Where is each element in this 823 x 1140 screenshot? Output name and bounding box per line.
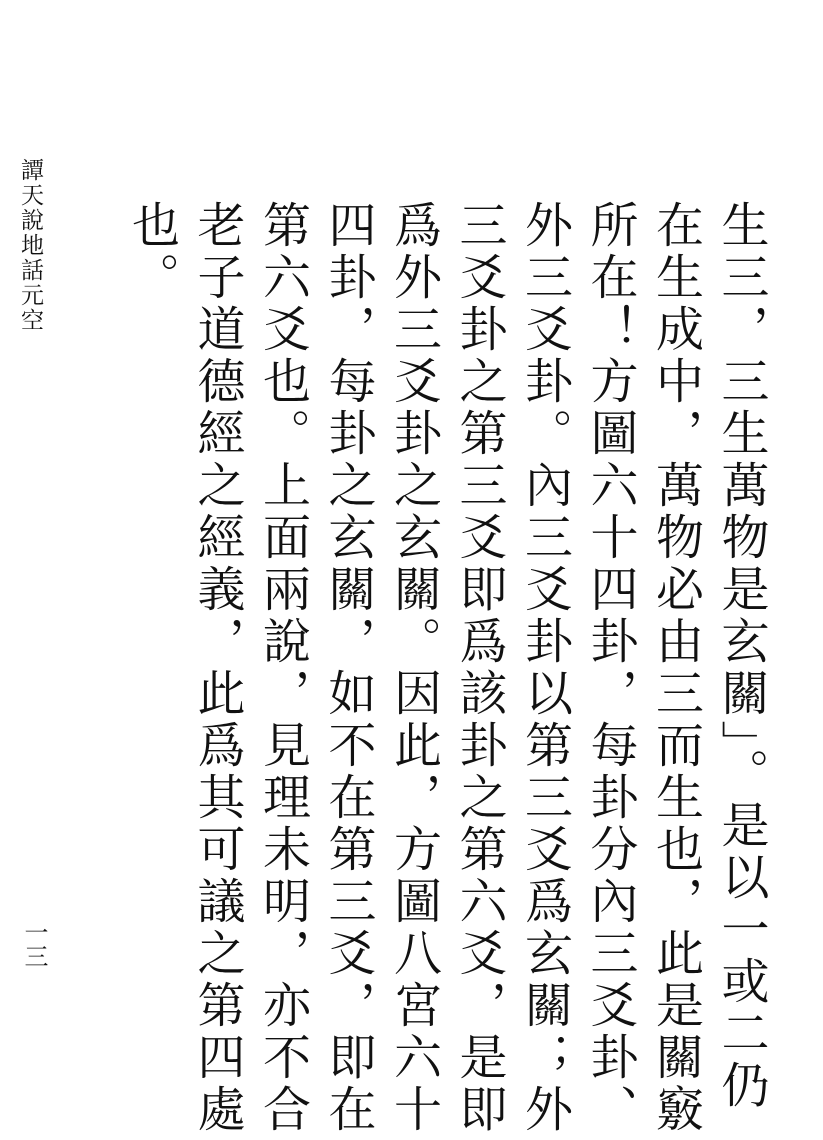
text-column-10: 也。 <box>123 200 180 304</box>
text-column-7: 四卦，每卦之玄關，如不在第三爻，即在 <box>320 200 376 1136</box>
text-column-2: 在生成中，萬物必由三而生也，此是關竅 <box>647 200 704 1136</box>
text-column-3: 所在！方圖六十四卦，每卦分內三爻卦、 <box>582 200 638 1136</box>
body-text <box>118 200 773 1136</box>
text-column-6: 爲外三爻卦之玄關。因此，方圖八宮六十 <box>385 200 442 1136</box>
text-column-4: 外三爻卦。內三爻卦以第三爻爲玄關；外 <box>516 200 573 1136</box>
book-title: 譚天說地話元空 <box>17 158 43 333</box>
page-number: 一三 <box>20 920 48 968</box>
text-column-8: 第六爻也。上面兩說，見理未明，亦不合 <box>254 200 311 1136</box>
text-column-1: 生三，三生萬物是玄關」。是以一或二仍 <box>713 200 769 1112</box>
text-column-5: 三爻卦之第三爻即爲該卦之第六爻，是即 <box>451 200 507 1136</box>
text-column-9: 老子道德經之經義，此爲其可議之第四處 <box>189 200 245 1136</box>
